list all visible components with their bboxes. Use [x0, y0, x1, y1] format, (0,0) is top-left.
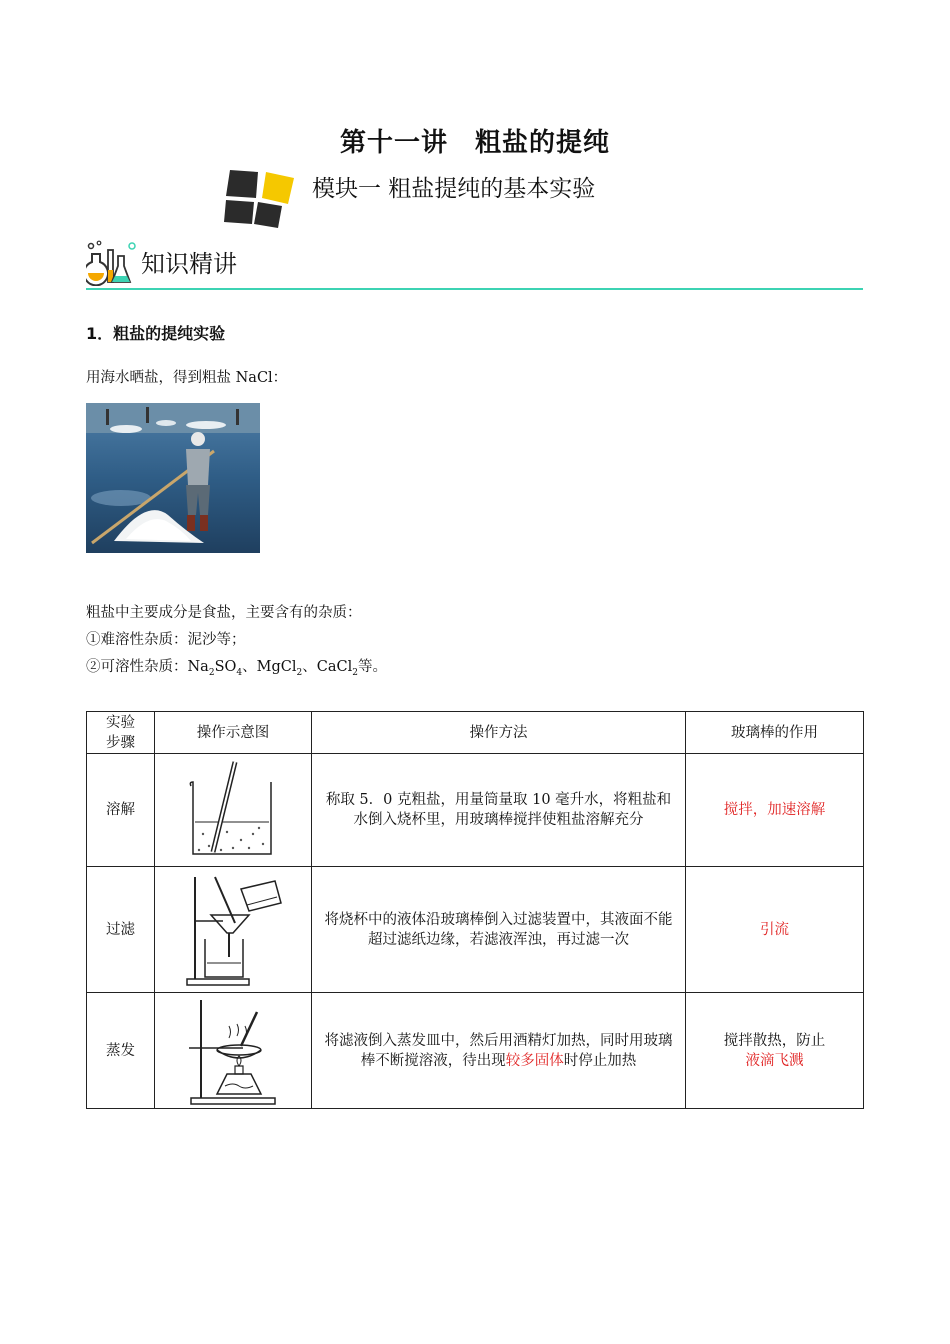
formula-text: 、MgCl: [242, 659, 297, 675]
step-cell: 过滤: [87, 867, 155, 993]
subscript: 4: [236, 667, 243, 678]
composition-line-3: [86, 657, 387, 683]
method-cell: [312, 993, 686, 1109]
role-text: 搅拌散热，防止: [723, 1032, 826, 1049]
diagram-cell: [155, 867, 312, 993]
composition-line-1: 粗盐中主要成分是食盐，主要含有的杂质：: [86, 605, 362, 621]
page-title: 第十一讲 粗盐的提纯: [339, 128, 610, 158]
header-step-line: 实验: [106, 714, 135, 731]
table-header-row: [87, 712, 864, 754]
table-row: [87, 754, 864, 867]
experiment-table: [86, 711, 864, 1109]
dissolve-beaker-icon: [183, 758, 283, 862]
module-logo-icon: [224, 166, 296, 228]
formula-text: ②可溶性杂质：Na: [86, 659, 209, 675]
role-cell: 引流: [686, 867, 864, 993]
header-glass-rod-role: 玻璃棒的作用: [686, 712, 864, 754]
method-cell: 将烧杯中的液体沿玻璃棒倒入过滤装置中，其液面不能超过滤纸边缘，若滤液浑浊，再过滤一次: [312, 867, 686, 993]
section-title: 知识精讲: [141, 250, 237, 278]
subscript: 2: [296, 667, 303, 678]
section-divider: [86, 288, 863, 290]
method-highlight: 较多固体: [505, 1052, 564, 1069]
formula-text: 等。: [357, 659, 387, 675]
step-cell: 溶解: [87, 754, 155, 867]
method-text: 时停止加热: [563, 1052, 637, 1069]
formula-text: SO: [214, 659, 237, 675]
intro-text: 用海水晒盐，得到粗盐 NaCl：: [86, 370, 288, 386]
header-step-line: 步骤: [106, 734, 135, 751]
header-step: [87, 712, 155, 754]
subscript: 2: [352, 667, 358, 678]
subscript: 2: [208, 667, 215, 678]
step-cell: 蒸发: [87, 993, 155, 1109]
role-cell: 搅拌，加速溶解: [686, 754, 864, 867]
formula-text: 、CaCl: [302, 659, 353, 675]
module-title: 模块一 粗盐提纯的基本实验: [312, 176, 596, 202]
header-diagram: 操作示意图: [155, 712, 312, 754]
composition-line-2: ①难溶性杂质：泥沙等；: [86, 632, 246, 648]
header-method: 操作方法: [312, 712, 686, 754]
diagram-cell: [155, 993, 312, 1109]
role-highlight: 液滴飞溅: [745, 1052, 804, 1069]
salt-field-photo: [86, 403, 260, 553]
role-cell: [686, 993, 864, 1109]
filtration-apparatus-icon: [181, 871, 285, 989]
table-row: [87, 993, 864, 1109]
heading-purification-experiment: 1．粗盐的提纯实验: [86, 324, 226, 343]
method-text: 将滤液倒入蒸发皿中，然后用酒精灯加热，同时用玻璃棒不断搅溶液，待出现: [324, 1032, 673, 1069]
flask-icon: [86, 240, 138, 286]
evaporation-apparatus-icon: [183, 996, 283, 1106]
diagram-cell: [155, 754, 312, 867]
table-row: [87, 867, 864, 993]
method-cell: 称取 5．0 克粗盐，用量筒量取 10 毫升水，将粗盐和水倒入烧杯里，用玻璃棒搅拌使粗盐溶解充分: [312, 754, 686, 867]
